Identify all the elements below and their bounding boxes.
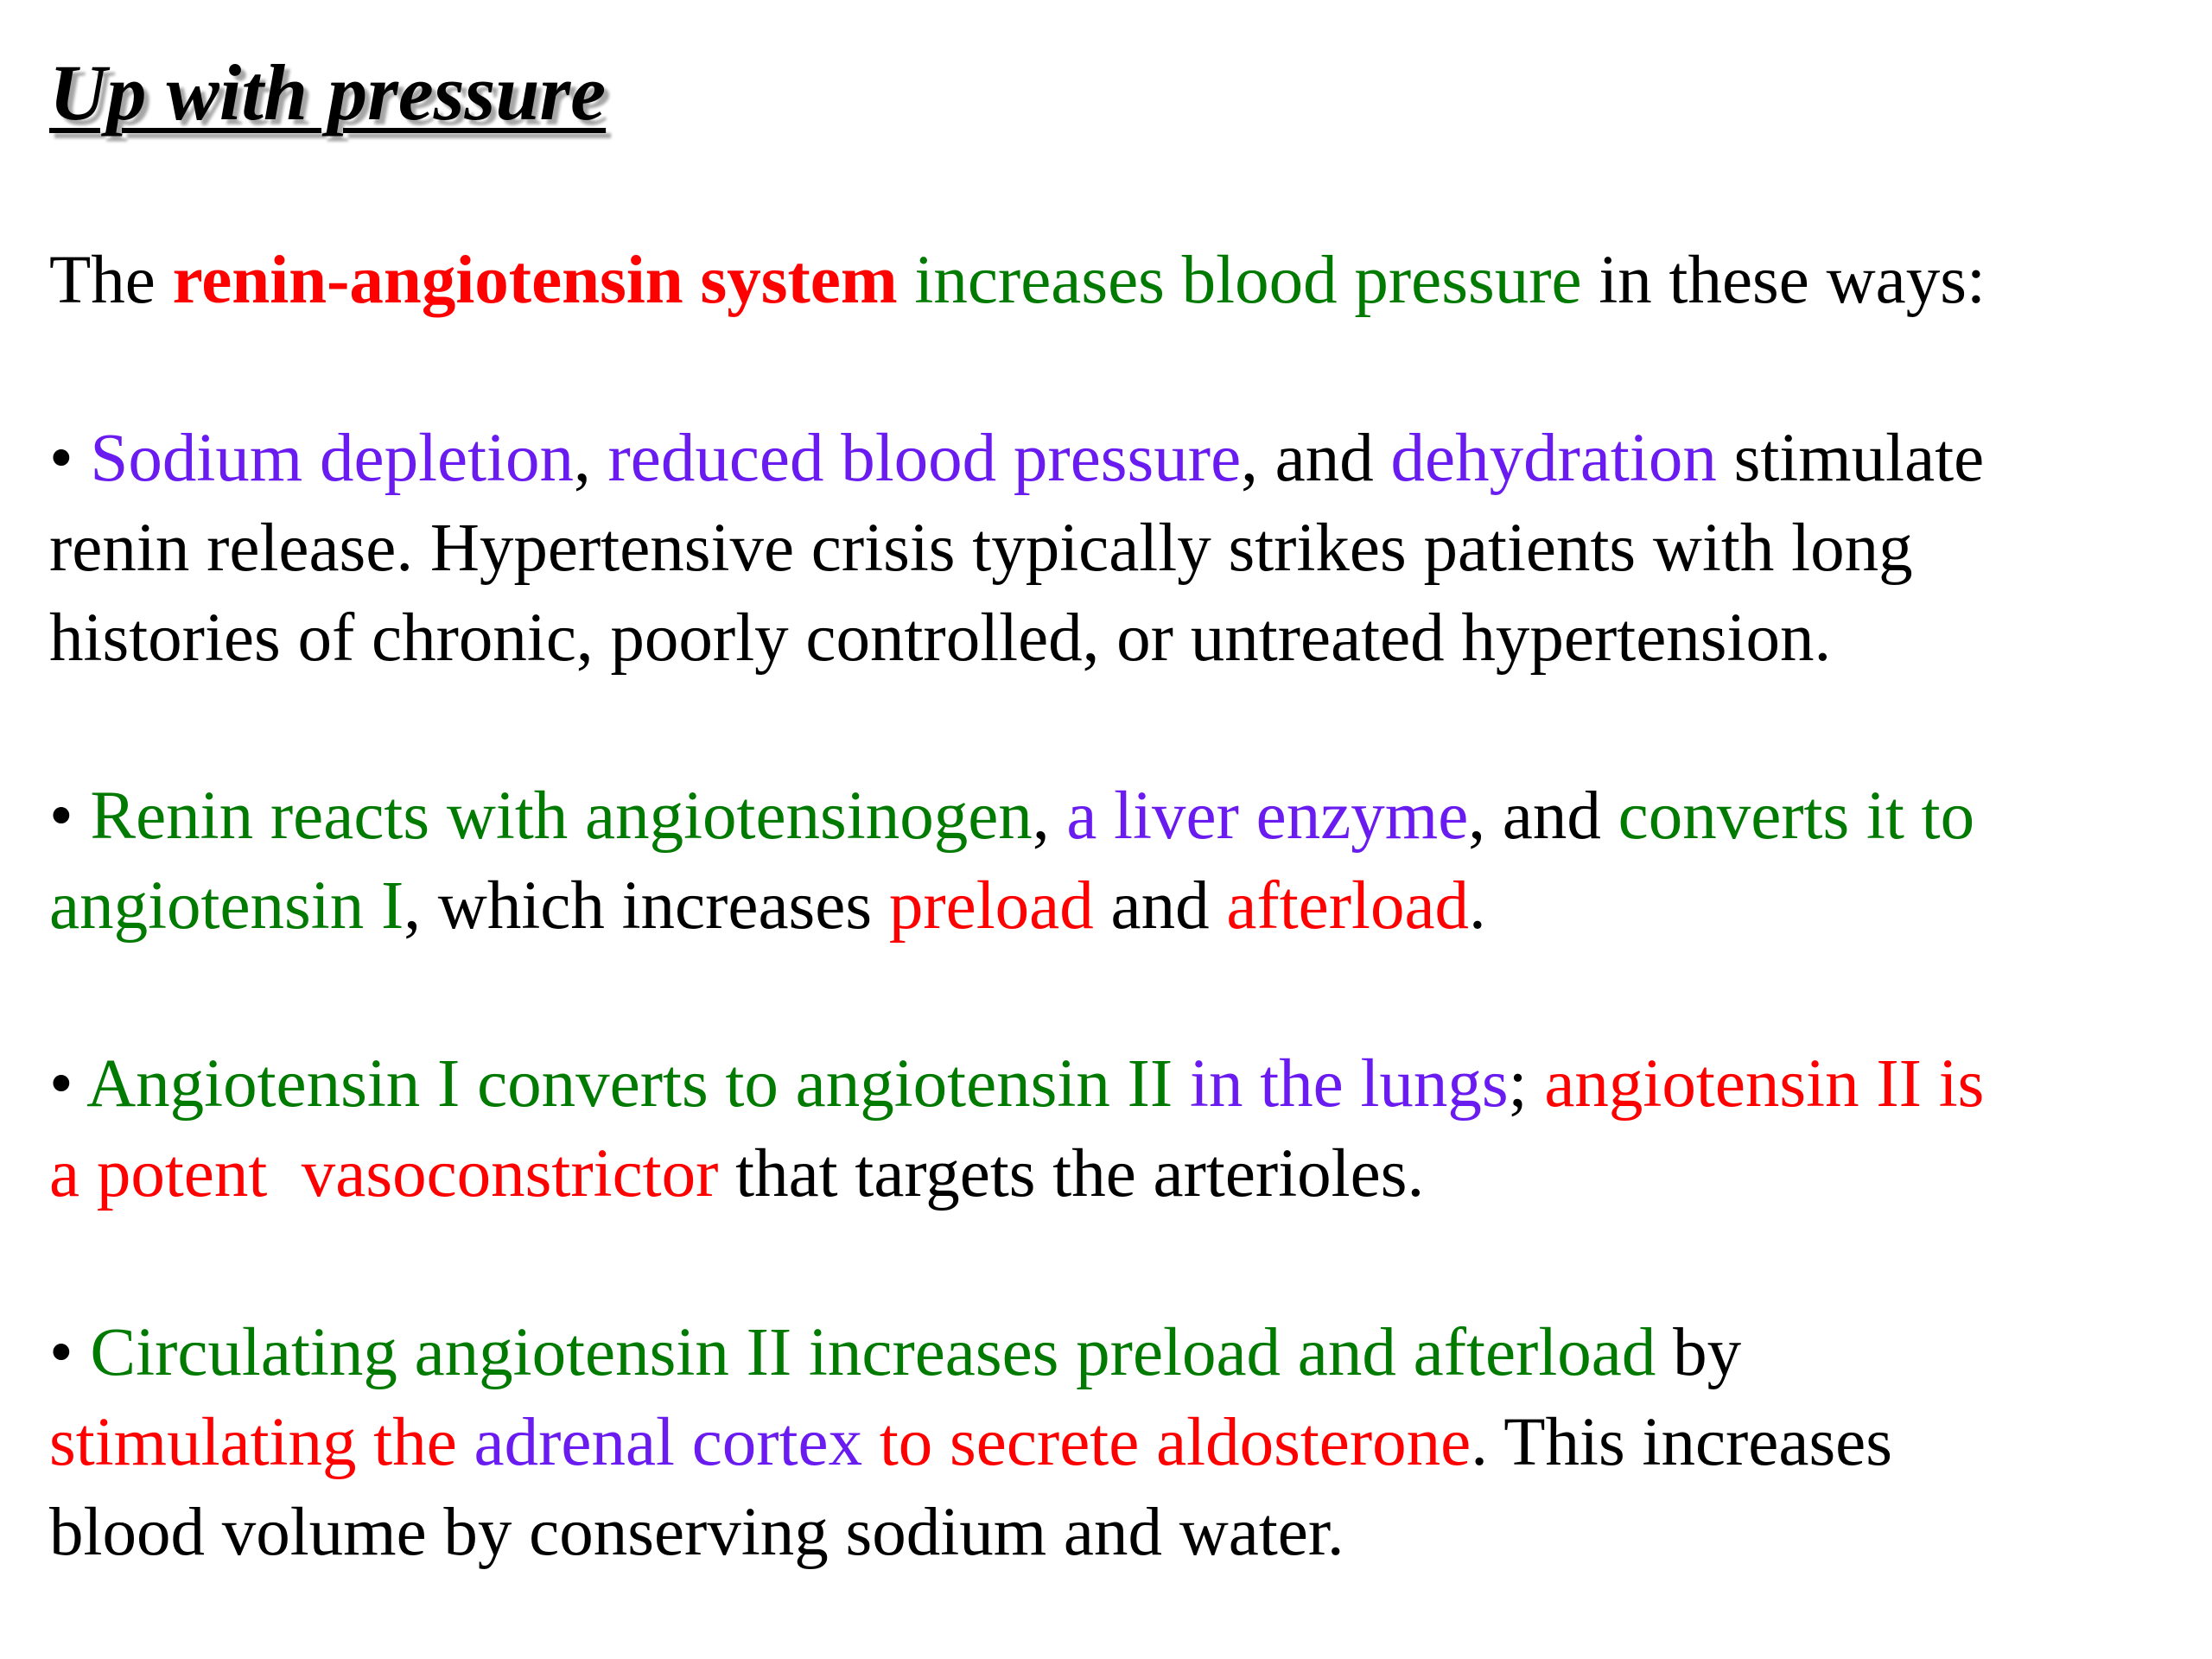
term-angiotensin-conversion: Angiotensin I converts to angiotensin II xyxy=(86,1046,1173,1122)
bullet-marker: • xyxy=(49,1315,91,1390)
bullet-sodium-depletion xyxy=(49,414,2166,683)
term-reduced-blood-pressure: reduced blood pressure xyxy=(607,421,1242,496)
bullet-line xyxy=(49,414,2166,504)
term-potent-vasoconstrictor: a potent vasoconstrictor xyxy=(49,1136,719,1211)
text-span: . This increases xyxy=(1471,1405,1892,1480)
term-circulating-angiotensin: Circulating angiotensin II increases preload and afterload xyxy=(90,1315,1656,1390)
bullet-marker: • xyxy=(49,779,91,854)
text-span: , and xyxy=(1241,421,1391,496)
bullet-line xyxy=(49,1398,2166,1488)
bullet-line xyxy=(49,772,2166,861)
bullet-angiotensin-conversion xyxy=(49,1039,2166,1219)
bullet-renin-reacts xyxy=(49,772,2166,951)
bullet-marker: • xyxy=(49,1046,87,1122)
intro-text: The xyxy=(49,243,173,318)
term-in-the-lungs: in the lungs xyxy=(1173,1046,1509,1122)
term-preload: preload xyxy=(888,868,1094,944)
page-title: Up with pressure xyxy=(49,48,607,137)
text-span: and xyxy=(1093,868,1227,944)
term-stimulating-the: stimulating the xyxy=(49,1405,474,1480)
text-span: by xyxy=(1656,1315,1742,1390)
text-span: stimulate xyxy=(1716,421,1985,496)
bullet-line: blood volume by conserving sodium and water. xyxy=(49,1495,1344,1570)
term-angiotensin-ii-is: angiotensin II is xyxy=(1544,1046,1985,1122)
bullet-line xyxy=(49,1129,2166,1219)
intro-increases-blood-pressure: increases blood pressure xyxy=(897,243,1582,318)
intro-text-end: in these ways: xyxy=(1581,243,1986,318)
term-angiotensin-i: angiotensin I xyxy=(49,868,404,944)
text-span: , which increases xyxy=(404,868,889,944)
bullet-circulating-angiotensin xyxy=(49,1308,2166,1578)
term-adrenal-cortex: adrenal cortex xyxy=(474,1405,863,1480)
term-dehydration: dehydration xyxy=(1390,421,1717,496)
text-span: , xyxy=(573,421,608,496)
bullet-marker: • xyxy=(49,421,91,496)
term-renin-reacts: Renin reacts with angiotensinogen xyxy=(90,779,1033,854)
term-sodium-depletion: Sodium depletion xyxy=(90,421,574,496)
intro-paragraph xyxy=(49,236,2166,326)
term-secrete-aldosterone: to secrete aldosterone xyxy=(862,1405,1471,1480)
text-span: , xyxy=(1032,779,1067,854)
term-afterload: afterload xyxy=(1226,868,1470,944)
bullet-line xyxy=(49,861,2166,951)
term-liver-enzyme: a liver enzyme xyxy=(1066,779,1469,854)
bullet-line: renin release. Hypertensive crisis typically strikes patients with long xyxy=(49,511,1913,586)
text-span: ; xyxy=(1508,1046,1545,1122)
bullet-line xyxy=(49,1308,2166,1398)
bullet-line xyxy=(49,1039,2166,1129)
bullet-line: histories of chronic, poorly controlled, or untreated hypertension. xyxy=(49,601,1832,676)
text-span: . xyxy=(1469,868,1486,944)
text-span: that targets the arterioles. xyxy=(718,1136,1425,1211)
text-span: , and xyxy=(1468,779,1618,854)
intro-highlight-renin-angiotensin-system: renin-angiotensin system xyxy=(172,243,898,318)
term-converts-it-to: converts it to xyxy=(1618,779,1975,854)
